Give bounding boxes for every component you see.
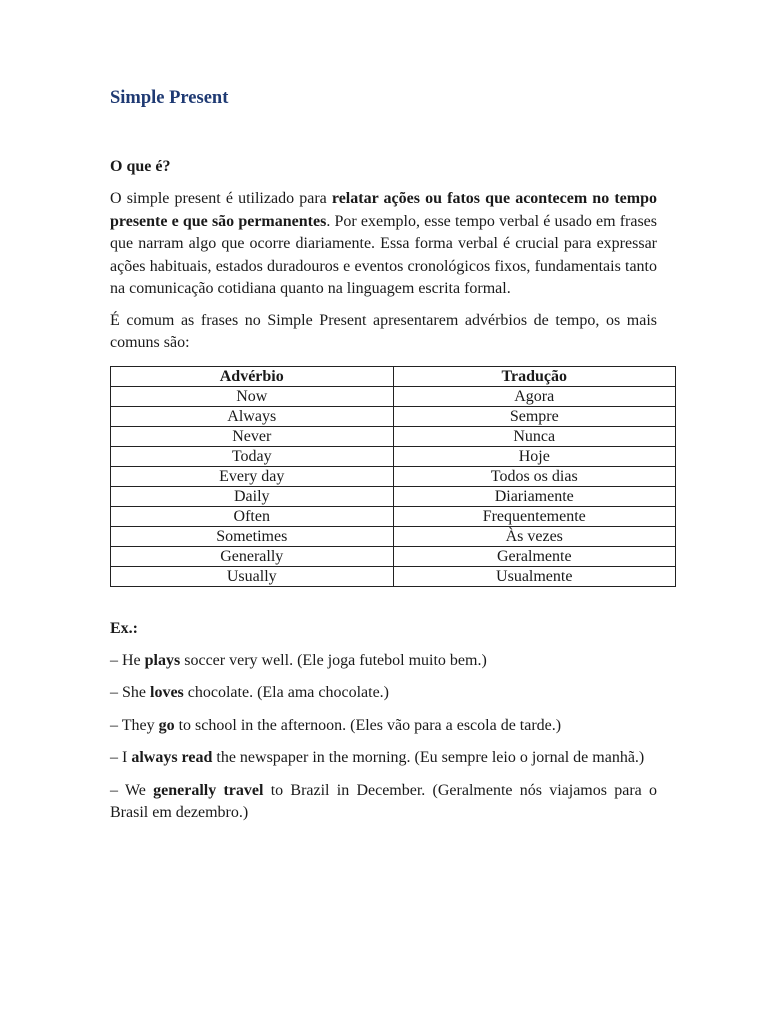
table-row [111, 486, 676, 506]
translation-cell: Todos os dias [393, 466, 676, 486]
translation-cell: Sempre [393, 406, 676, 426]
document-title: Simple Present [110, 88, 229, 108]
translation-cell: Diariamente [393, 486, 676, 506]
example-text-start: – I [110, 749, 132, 766]
example-item [110, 747, 657, 770]
header-adverbio: Advérbio [111, 366, 394, 386]
example-item [110, 715, 657, 738]
examples-heading: Ex.: [110, 619, 138, 637]
adverb-cell: Every day [111, 466, 394, 486]
example-verb: always read [131, 749, 213, 766]
example-text-end: the newspaper in the morning. (Eu sempre leio o jornal de manhã.) [212, 749, 645, 766]
header-traducao: Tradução [393, 366, 676, 386]
adverb-cell: Never [111, 426, 394, 446]
example-text-start: – They [110, 716, 159, 734]
example-text-end: chocolate. (Ela ama chocolate.) [183, 684, 389, 701]
translation-cell: Às vezes [393, 526, 676, 546]
table-row [111, 506, 676, 526]
table-header-row [111, 366, 676, 386]
translation-cell: Geralmente [393, 546, 676, 566]
example-verb: generally travel [153, 781, 264, 799]
example-item [110, 650, 657, 673]
intro-text-end: . Por exemplo, esse tempo verbal é usado em frases que narram algo que ocorre diariamente. Essa forma verbal é crucial para expressar ações habituais, estados duradouros e eventos cronológicos fixos, fundamentais tanto na comunicação cotidiana quanto na linguagem escrita formal. [110, 212, 658, 297]
translation-cell: Frequentemente [393, 506, 676, 526]
example-text-start: – She [110, 684, 150, 701]
table-row [111, 386, 676, 406]
adverbs-intro-paragraph: É comum as frases no Simple Present apresentarem advérbios de tempo, os mais comuns são: [110, 311, 657, 351]
table-row [111, 426, 676, 446]
translation-cell: Nunca [393, 426, 676, 446]
translation-cell: Agora [393, 386, 676, 406]
adverb-cell: Sometimes [111, 526, 394, 546]
table-row [111, 566, 676, 586]
table-row [111, 546, 676, 566]
example-text-end: to school in the afternoon. (Eles vão para a escola de tarde.) [174, 716, 562, 734]
adverb-cell: Today [111, 446, 394, 466]
table-row [111, 526, 676, 546]
adverb-cell: Daily [111, 486, 394, 506]
example-text-end: soccer very well. (Ele joga futebol muito bem.) [180, 651, 487, 669]
example-text-start: – He [110, 651, 145, 669]
intro-text-start: O simple present é utilizado para [110, 190, 332, 207]
table-row [111, 466, 676, 486]
section-heading: O que é? [110, 158, 171, 175]
example-verb: go [158, 716, 175, 734]
example-verb: plays [144, 651, 181, 669]
example-item [110, 780, 657, 825]
example-verb: loves [150, 684, 184, 701]
intro-paragraph [110, 188, 657, 301]
adverb-cell: Usually [111, 566, 394, 586]
table-row [111, 446, 676, 466]
intro-text-bold: relatar ações ou fatos que acontecem no tempo presente e que são permanentes [110, 190, 657, 230]
translation-cell: Hoje [393, 446, 676, 466]
adverb-cell: Now [111, 386, 394, 406]
adverb-cell: Generally [111, 546, 394, 566]
document-page [110, 84, 657, 825]
table-row [111, 406, 676, 426]
example-item [110, 682, 657, 705]
example-text-end: to Brazil in December. (Geralmente nós viajamos para o Brasil em dezembro.) [110, 781, 658, 821]
adverbs-table [110, 366, 676, 587]
example-text-start: – We [110, 781, 154, 799]
translation-cell: Usualmente [393, 566, 676, 586]
adverb-cell: Always [111, 406, 394, 426]
adverb-cell: Often [111, 506, 394, 526]
